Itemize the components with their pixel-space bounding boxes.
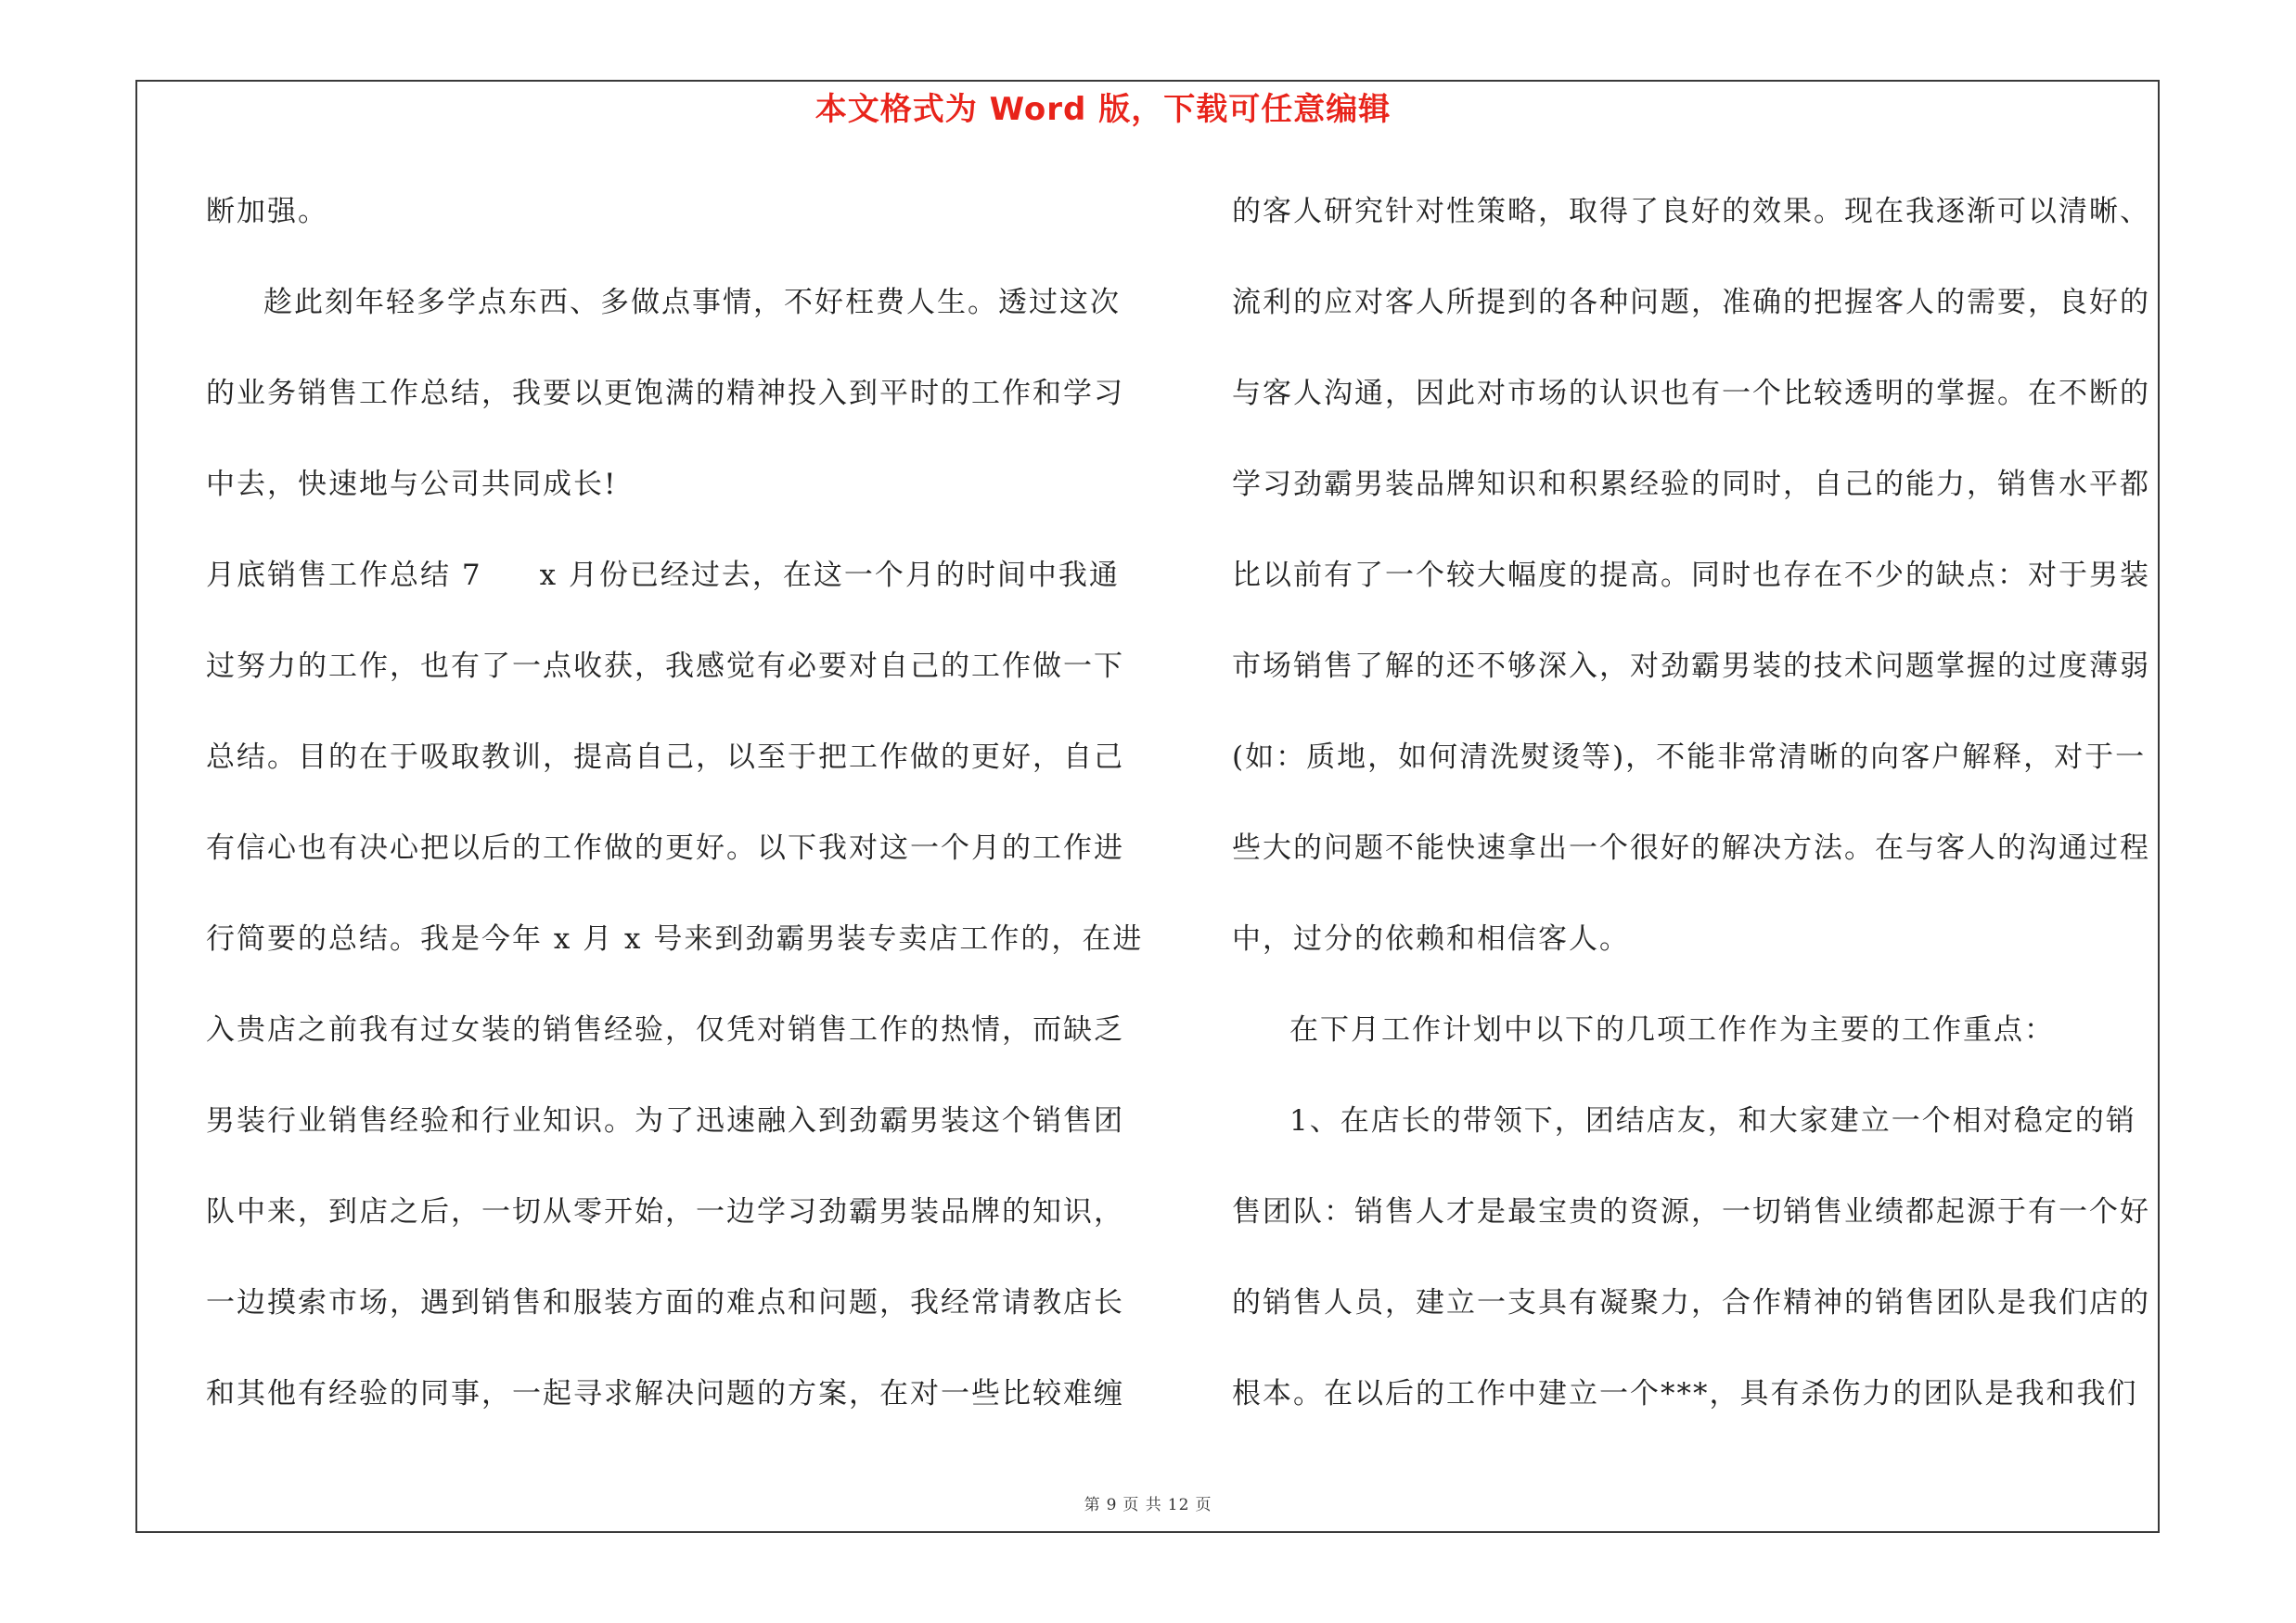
left-column [206, 182, 1144, 1455]
paragraph-line: 的客人研究针对性策略，取得了良好的效果。现在我逐渐可以清晰、 [1232, 195, 2150, 228]
paragraph-line: 的销售人员，建立一支具有凝聚力，合作精神的销售团队是我们店的 [1232, 1286, 2150, 1320]
paragraph-line: 市场销售了解的还不够深入，对劲霸男装的技术问题掌握的过度薄弱 [1232, 650, 2150, 683]
page-label-middle: 页 共 [1122, 1496, 1162, 1514]
paragraph-line: 男装行业销售经验和行业知识。为了迅速融入到劲霸男装这个销售团 [206, 1104, 1124, 1138]
paragraph-line: 中去，快速地与公司共同成长! [206, 468, 618, 501]
page-label-suffix: 页 [1195, 1496, 1212, 1514]
paragraph-line: 总结。目的在于吸取教训，提高自己，以至于把工作做的更好，自己 [206, 741, 1124, 774]
page-number-current: 9 [1106, 1496, 1118, 1514]
right-column [1232, 182, 2178, 1455]
paragraph-line: 过努力的工作，也有了一点收获，我感觉有必要对自己的工作做一下 [206, 650, 1124, 683]
paragraph-line: 行简要的总结。我是今年 x 月 x 号来到劲霸男装专卖店工作的，在进 [206, 922, 1144, 956]
paragraph-line: 些大的问题不能快速拿出一个很好的解决方法。在与客人的沟通过程 [1232, 831, 2150, 865]
heading-line [206, 546, 1134, 637]
paragraph-line: 比以前有了一个较大幅度的提高。同时也存在不少的缺点：对于男装 [1232, 559, 2150, 592]
paragraph-line: 队中来，到店之后，一切从零开始，一边学习劲霸男装品牌的知识， [206, 1195, 1124, 1229]
page-number-total: 12 [1167, 1496, 1190, 1514]
paragraph-line: 有信心也有决心把以后的工作做的更好。以下我对这一个月的工作进 [206, 831, 1124, 865]
paragraph-line: 断加强。 [206, 195, 328, 228]
section-heading: 月底销售工作总结 7 [206, 559, 482, 592]
paragraph-line: 入贵店之前我有过女装的销售经验，仅凭对销售工作的热情，而缺乏 [206, 1013, 1124, 1047]
page-footer [0, 1494, 2296, 1516]
paragraph-line: 一边摸索市场，遇到销售和服装方面的难点和问题，我经常请教店长 [206, 1286, 1124, 1320]
paragraph-line: 趁此刻年轻多学点东西、多做点事情，不好枉费人生。透过这次 [263, 286, 1121, 319]
paragraph-text: x 月份已经过去，在这一个月的时间中我通 [539, 559, 1120, 592]
paragraph-line: 根本。在以后的工作中建立一个***，具有杀伤力的团队是我和我们 [1232, 1377, 2138, 1410]
paragraph-line: 和其他有经验的同事，一起寻求解决问题的方案，在对一些比较难缠 [206, 1377, 1124, 1410]
paragraph-line: 流利的应对客人所提到的各种问题，准确的把握客人的需要，良好的 [1232, 286, 2150, 319]
paragraph-line: 中，过分的依赖和相信客人。 [1232, 922, 1630, 956]
paragraph-line: 学习劲霸男装品牌知识和积累经验的同时，自己的能力，销售水平都 [1232, 468, 2150, 501]
paragraph-line: (如：质地，如何清洗熨烫等)，不能非常清晰的向客户解释，对于一 [1232, 741, 2147, 774]
paragraph-line: 在下月工作计划中以下的几项工作作为主要的工作重点： [1289, 1013, 2055, 1047]
paragraph-line: 与客人沟通，因此对市场的认识也有一个比较透明的掌握。在不断的 [1232, 377, 2150, 410]
paragraph-line: 售团队：销售人才是最宝贵的资源，一切销售业绩都起源于有一个好 [1232, 1195, 2150, 1229]
header-banner: 本文格式为 Word 版，下载可任意编辑 [815, 91, 1392, 128]
page-label-prefix: 第 [1084, 1496, 1101, 1514]
paragraph-line: 的业务销售工作总结，我要以更饱满的精神投入到平时的工作和学习 [206, 377, 1124, 410]
paragraph-line: 1、在店长的带领下，团结店友，和大家建立一个相对稳定的销 [1289, 1104, 2136, 1138]
